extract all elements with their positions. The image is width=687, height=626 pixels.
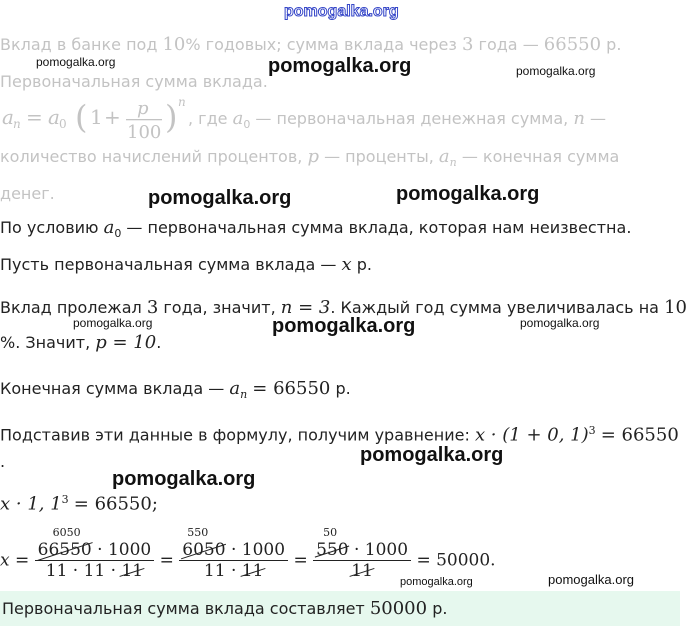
svg-text:+: + (104, 105, 121, 129)
fraction-2 (179, 526, 288, 581)
svg-text:100: 100 (127, 122, 162, 143)
solution-line-5: Конечная сумма вклада — $a_n = 66550$ р. (0, 378, 351, 402)
svg-text:n: n (13, 117, 21, 131)
equation-rhs: = 66550; (73, 493, 158, 515)
solution-text: р. (335, 379, 351, 398)
final-sum-equation: = 66550 (252, 378, 331, 399)
solution-text: Вклад пролежал (0, 298, 142, 317)
rate-value: 10 (162, 34, 186, 55)
problem-text: года — (478, 35, 539, 54)
watermark: pomogalka.org (516, 64, 596, 78)
svg-text:n: n (178, 95, 186, 109)
crossed-value: 11 (121, 561, 144, 581)
reduced-value: 6050 (52, 526, 81, 539)
watermark: pomogalka.org (548, 572, 634, 587)
fraction-chain (0, 526, 496, 581)
equals-sign: = (293, 550, 308, 571)
x-variable: x (341, 254, 352, 275)
problem-text: — проценты, (324, 147, 434, 166)
svg-text:=: = (26, 105, 43, 129)
solution-line-6 (0, 424, 679, 445)
solution-text: По условию (0, 218, 99, 237)
answer-box (0, 591, 680, 626)
dash: — (590, 109, 607, 128)
x-equals: x = (0, 550, 30, 571)
answer-line (2, 598, 447, 619)
problem-text: Вклад в банке под (0, 35, 158, 54)
solution-text: Подставив эти данные в формулу, получим уравнение: (0, 425, 470, 445)
problem-text: % годовых; сумма вклада через (185, 35, 457, 54)
p-equation: p = 10 (95, 332, 157, 353)
solution-line-4 (0, 332, 161, 353)
answer-text: Первоначальная сумма вклада составляет (2, 599, 365, 618)
site-logo[interactable]: pomogalka.org (284, 3, 399, 20)
fraction-1 (35, 526, 155, 581)
solution-text: . (156, 333, 162, 352)
problem-line-4: количество начислений процентов, p — проценты, $a_n$ — конечная сумма (0, 146, 620, 170)
final-sum-value: 66550 (543, 34, 602, 55)
watermark: pomogalka.org (400, 576, 473, 588)
problem-text: р. (606, 35, 622, 54)
period: . (0, 452, 6, 471)
watermark: pomogalka.org (520, 316, 600, 330)
crossed-value: 66550 (37, 540, 92, 560)
numerator-part: · 1000 (353, 540, 409, 560)
denominator-part: 11 · 11 · (45, 561, 117, 581)
watermark: pomogalka.org (36, 55, 116, 69)
solution-text: — первоначальная сумма вклада, которая нам неизвестна. (126, 218, 632, 237)
watermark: pomogalka.org (73, 316, 153, 330)
watermark: pomogalka.org (396, 183, 540, 205)
equation-rhs: = 66550 (600, 424, 679, 446)
watermark: pomogalka.org (268, 55, 412, 77)
result: = 50000. (416, 550, 496, 571)
crossed-value: 6050 (182, 540, 226, 560)
a0-description: — первоначальная денежная сумма, (255, 109, 569, 128)
svg-text:0: 0 (59, 117, 67, 131)
solution-line-2 (0, 254, 372, 275)
watermark: pomogalka.org (148, 187, 292, 209)
problem-text: количество начислений процентов, (0, 147, 303, 166)
numerator-part: · 1000 (230, 540, 286, 560)
n-equation: n = 3 (280, 297, 331, 318)
exponent: 3 (588, 424, 596, 437)
crossed-value: 550 (316, 540, 349, 560)
watermark: pomogalka.org (112, 468, 256, 490)
problem-line-5: денег. (0, 184, 55, 203)
exponent: 3 (61, 493, 69, 506)
solution-line-1: По условию $a_0$ — первоначальная сумма вклада, которая нам неизвестна. (0, 217, 632, 241)
reduced-value: 550 (187, 526, 209, 539)
problem-line-1 (0, 34, 621, 55)
p-symbol: p (307, 146, 319, 167)
svg-text:1: 1 (90, 105, 103, 129)
solution-text: р. (356, 255, 372, 274)
equation-lhs: x · 1, 1 (0, 493, 62, 515)
reduced-value: 50 (323, 526, 338, 539)
watermark: pomogalka.org (360, 444, 504, 466)
answer-value: 50000 (369, 598, 428, 619)
svg-text:): ) (165, 98, 178, 136)
crossed-value: 11 (351, 561, 373, 581)
n-symbol: n (573, 108, 585, 129)
problem-line-2: Первоначальная сумма вклада. (0, 72, 268, 91)
equals-sign: = (159, 550, 174, 571)
svg-text:a: a (48, 105, 60, 129)
answer-unit: р. (432, 599, 448, 618)
svg-text:a: a (2, 105, 14, 129)
solution-text: %. Значит, (0, 333, 91, 352)
years-value: 3 (146, 297, 159, 318)
svg-text:p: p (137, 98, 149, 119)
watermark: pomogalka.org (272, 315, 416, 337)
fraction-3 (313, 526, 411, 581)
numerator-part: · 1000 (97, 540, 152, 560)
rate-value: 10 (664, 297, 687, 318)
denominator-part: 11 · (203, 561, 237, 581)
solution-text: . Каждый год сумма увеличивалась на (330, 298, 659, 317)
years-value: 3 (462, 34, 474, 55)
solution-text: года, значит, (163, 298, 276, 317)
formula-tail: , где (188, 109, 228, 128)
problem-text: — конечная сумма (461, 147, 620, 166)
svg-text:(: ( (75, 98, 88, 136)
equation-lhs: x · (1 + 0, 1) (474, 424, 589, 446)
formula-graphic (0, 92, 200, 144)
solution-text: Конечная сумма вклада — (0, 379, 225, 398)
solution-line-7 (0, 493, 158, 514)
crossed-value: 11 (241, 561, 264, 581)
solution-text: Пусть первоначальная сумма вклада — (0, 255, 337, 274)
